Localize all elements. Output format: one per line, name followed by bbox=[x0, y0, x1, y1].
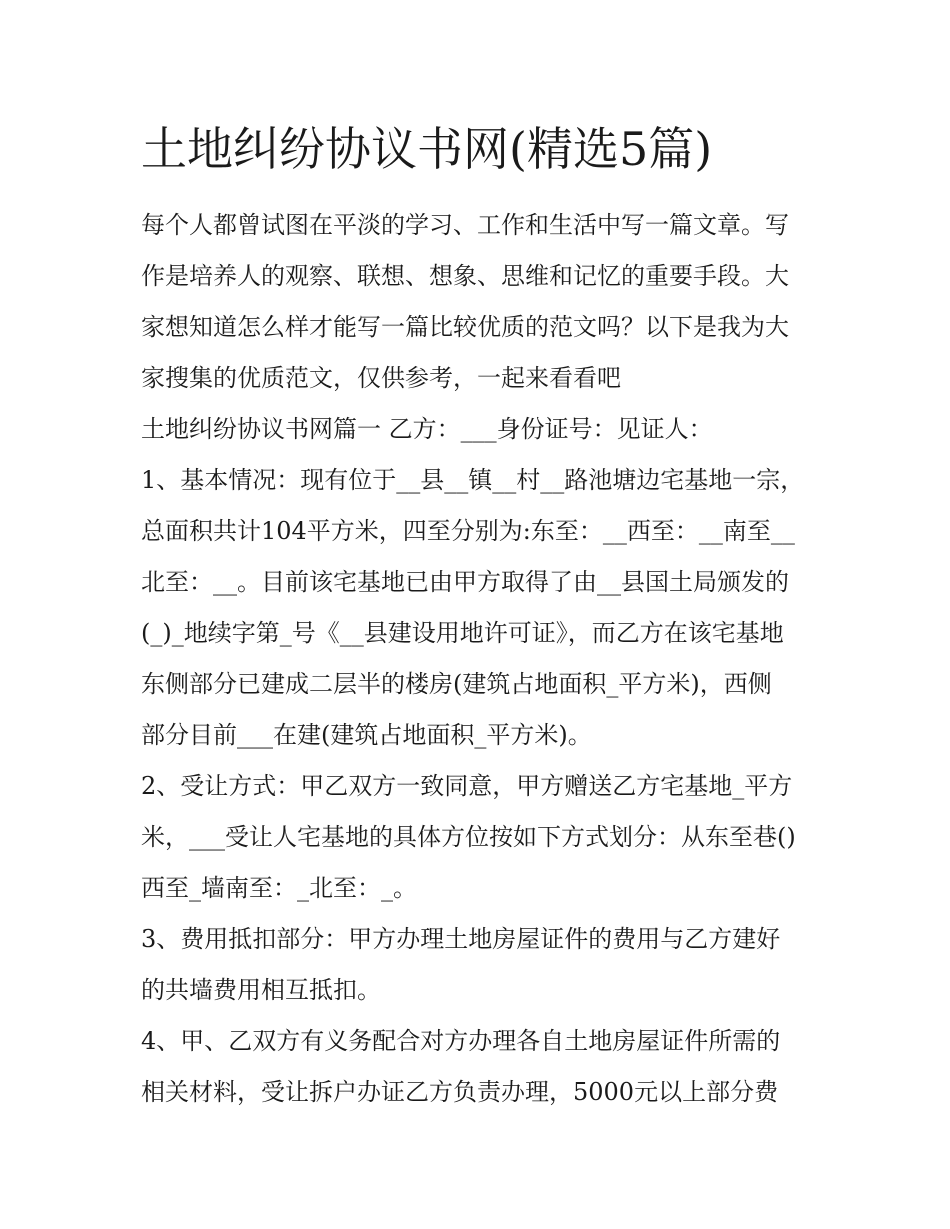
text-line: 每个人都曾试图在平淡的学习、工作和生活中写一篇文章。写 bbox=[141, 211, 789, 239]
text-line: 部分目前___在建(建筑占地面积_平方米)。 bbox=[141, 721, 592, 749]
text-line: 1、基本情况：现有位于__县__镇__村__路池塘边宅基地一宗， bbox=[141, 466, 805, 494]
text-line: 土地纠纷协议书网篇一 乙方：___身份证号：见证人： bbox=[141, 415, 713, 443]
text-line: 家搜集的优质范文，仅供参考，一起来看看吧 bbox=[141, 364, 621, 392]
document-title: 土地纠纷协议书网(精选5篇) bbox=[141, 122, 713, 176]
text-line: 作是培养人的观察、联想、想象、思维和记忆的重要手段。大 bbox=[141, 262, 789, 290]
clause-4 bbox=[141, 1016, 821, 1118]
text-line: (_)_地续字第_号《__县建设用地许可证》，而乙方在该宅基地 bbox=[141, 619, 784, 647]
clause-3 bbox=[141, 914, 821, 1016]
text-line: 3、费用抵扣部分：甲方办理土地房屋证件的费用与乙方建好 bbox=[141, 925, 781, 953]
text-line: 相关材料，受让拆户办证乙方负责办理，5000元以上部分费 bbox=[141, 1078, 779, 1106]
text-line: 家想知道怎么样才能写一篇比较优质的范文吗？以下是我为大 bbox=[141, 313, 789, 341]
text-line: 4、甲、乙双方有义务配合对方办理各自土地房屋证件所需的 bbox=[141, 1027, 781, 1055]
text-line: 2、受让方式：甲乙双方一致同意，甲方赠送乙方宅基地_平方 bbox=[141, 772, 793, 800]
intro-paragraph bbox=[141, 200, 821, 404]
section-heading bbox=[141, 404, 821, 455]
text-line: 总面积共计104平方米，四至分别为:东至：__西至：__南至__ bbox=[141, 517, 795, 545]
text-line: 北至：__。目前该宅基地已由甲方取得了由__县国土局颁发的 bbox=[141, 568, 789, 596]
clause-2 bbox=[141, 761, 821, 914]
document-body bbox=[141, 118, 821, 1118]
text-line: 米，___受让人宅基地的具体方位按如下方式划分：从东至巷() bbox=[141, 823, 796, 851]
text-line: 的共墙费用相互抵扣。 bbox=[141, 976, 381, 1004]
clause-1 bbox=[141, 455, 821, 761]
text-line: 东侧部分已建成二层半的楼房(建筑占地面积_平方米)，西侧 bbox=[141, 670, 772, 698]
text-line: 西至_墙南至：_北至：_。 bbox=[141, 874, 417, 902]
